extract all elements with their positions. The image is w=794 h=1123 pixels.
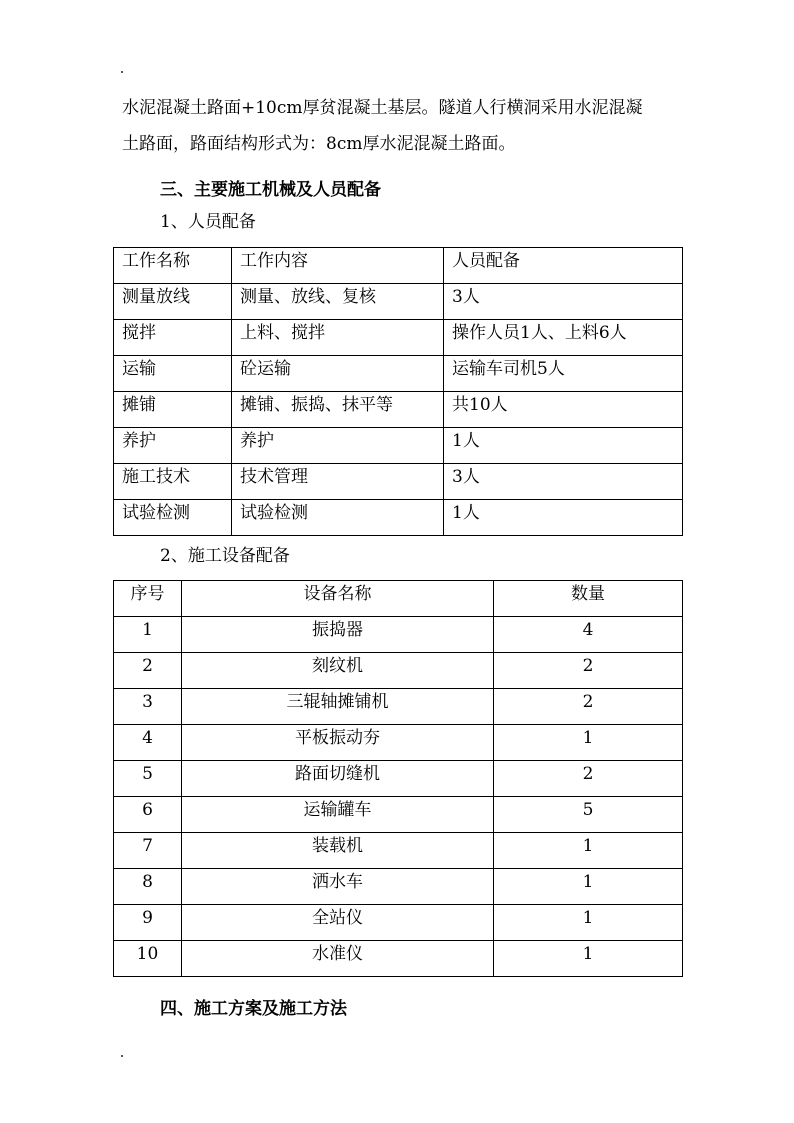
cell-text: 工作名称 [122, 251, 190, 271]
table-cell [114, 500, 232, 536]
table-cell [114, 320, 232, 356]
cell-text: 测量放线 [122, 287, 190, 307]
header-cell [114, 581, 182, 617]
table-cell [114, 617, 182, 653]
table-cell [114, 653, 182, 689]
table-cell [182, 941, 494, 977]
table-cell [232, 320, 444, 356]
cell-text: 摊铺 [122, 395, 156, 415]
cell-text: 施工技术 [122, 467, 190, 487]
table-cell [114, 284, 232, 320]
cell-text: 4 [582, 620, 594, 640]
table-row [114, 464, 683, 500]
table-cell [232, 392, 444, 428]
table-header-row [114, 581, 683, 617]
table-cell [444, 284, 683, 320]
cell-text: 7 [142, 836, 153, 856]
table-cell [182, 761, 494, 797]
cell-text: 刻纹机 [312, 656, 363, 676]
table-row [114, 356, 683, 392]
table-header-row [114, 248, 683, 284]
cell-text: 试验检测 [122, 503, 190, 523]
table-cell [232, 284, 444, 320]
cell-text: 搅拌 [122, 323, 156, 343]
cell-text: 养护 [122, 431, 156, 451]
table-row [114, 725, 683, 761]
table-cell [114, 905, 182, 941]
intro-line-1: 水泥混凝土路面+10cm厚贫混凝土基层。隧道人行横洞采用水泥混凝 [122, 98, 643, 118]
cell-text: 全站仪 [312, 908, 363, 928]
header-cell [232, 248, 444, 284]
cell-text: 测量、放线、复核 [240, 287, 376, 307]
cell-text: 砼运输 [240, 359, 291, 379]
table-row [114, 428, 683, 464]
cell-text: 1 [582, 944, 594, 964]
cell-text: 三辊轴摊铺机 [286, 692, 389, 712]
cell-text: 5 [142, 764, 153, 784]
table-cell [494, 689, 683, 725]
cell-text: 3人 [452, 287, 480, 307]
cell-text: 洒水车 [312, 872, 363, 892]
staff-table [113, 247, 683, 536]
cell-text: 人员配备 [452, 251, 520, 271]
table-cell [494, 833, 683, 869]
table-row [114, 941, 683, 977]
table-row [114, 617, 683, 653]
table-cell [182, 797, 494, 833]
cell-text: 6 [142, 800, 153, 820]
table-cell [182, 869, 494, 905]
header-cell [444, 248, 683, 284]
table-cell [444, 464, 683, 500]
table-cell [494, 905, 683, 941]
header-cell [182, 581, 494, 617]
cell-text: 工作内容 [240, 251, 308, 271]
table-row [114, 689, 683, 725]
table-cell [494, 617, 683, 653]
cell-text: 1 [582, 836, 594, 856]
cell-text: 运输 [122, 359, 156, 379]
cell-text: 9 [142, 908, 153, 928]
cell-text: 运输罐车 [303, 800, 372, 820]
table-cell [114, 725, 182, 761]
cell-text: 2 [582, 656, 594, 676]
table-cell [444, 356, 683, 392]
cell-text: 4 [142, 728, 153, 748]
table-cell [114, 356, 232, 392]
table-row [114, 284, 683, 320]
table-cell [444, 392, 683, 428]
cell-text: 3 [142, 692, 153, 712]
cell-text: 养护 [240, 431, 274, 451]
cell-text: 10 [136, 944, 159, 964]
table-cell [114, 941, 182, 977]
cell-text: 2 [582, 692, 594, 712]
cell-text: 设备名称 [303, 584, 372, 604]
cell-text: 1 [582, 872, 594, 892]
cell-text: 1 [582, 728, 594, 748]
table-cell [232, 356, 444, 392]
cell-text: 8 [142, 872, 153, 892]
cell-text: 水准仪 [312, 944, 363, 964]
section-4-title: 四、施工方案及施工方法 [160, 999, 347, 1019]
cell-text: 平板振动夯 [295, 728, 380, 748]
table-cell [182, 833, 494, 869]
table-row [114, 761, 683, 797]
cell-text: 操作人员1人、上料6人 [452, 323, 627, 343]
cell-text: 运输车司机5人 [452, 359, 565, 379]
table-cell [494, 725, 683, 761]
table-cell [232, 428, 444, 464]
table-cell [114, 761, 182, 797]
section-3-title: 三、主要施工机械及人员配备 [160, 180, 381, 200]
table-cell [182, 653, 494, 689]
table-row [114, 500, 683, 536]
cell-text: 3人 [452, 467, 480, 487]
cell-text: 振捣器 [312, 620, 363, 640]
cell-text: 1人 [452, 431, 480, 451]
table-cell [232, 500, 444, 536]
table-cell [114, 428, 232, 464]
cell-text: 5 [582, 800, 594, 820]
header-cell [114, 248, 232, 284]
table-cell [182, 689, 494, 725]
subsection-staff-title: 1、人员配备 [160, 212, 256, 232]
table-row [114, 320, 683, 356]
table-cell [494, 869, 683, 905]
cell-text: 技术管理 [240, 467, 308, 487]
table-row [114, 392, 683, 428]
table-row [114, 653, 683, 689]
table-row [114, 797, 683, 833]
table-cell [114, 797, 182, 833]
table-cell [114, 869, 182, 905]
table-cell [494, 941, 683, 977]
cell-text: 2 [142, 656, 153, 676]
table-cell [444, 320, 683, 356]
intro-line-2: 土路面，路面结构形式为：8cm厚水泥混凝土路面。 [122, 134, 516, 154]
table-cell [114, 392, 232, 428]
corner-mark-bottom [121, 1055, 123, 1057]
table-cell [114, 833, 182, 869]
cell-text: 共10人 [452, 395, 508, 415]
table-cell [444, 428, 683, 464]
cell-text: 1人 [452, 503, 480, 523]
equipment-table [113, 580, 683, 977]
table-cell [444, 500, 683, 536]
cell-text: 数量 [571, 584, 605, 604]
cell-text: 装载机 [312, 836, 363, 856]
cell-text: 1 [142, 620, 153, 640]
table-cell [494, 797, 683, 833]
table-cell [182, 617, 494, 653]
table-row [114, 905, 683, 941]
cell-text: 路面切缝机 [295, 764, 380, 784]
table-row [114, 869, 683, 905]
table-cell [232, 464, 444, 500]
cell-text: 试验检测 [240, 503, 308, 523]
subsection-equipment-title: 2、施工设备配备 [160, 546, 290, 566]
table-cell [494, 761, 683, 797]
table-cell [494, 653, 683, 689]
table-cell [182, 725, 494, 761]
table-cell [114, 464, 232, 500]
cell-text: 上料、搅拌 [240, 323, 325, 343]
table-cell [182, 905, 494, 941]
table-row [114, 833, 683, 869]
header-cell [494, 581, 683, 617]
cell-text: 2 [582, 764, 594, 784]
corner-mark-top [121, 71, 123, 73]
cell-text: 序号 [130, 584, 165, 604]
table-cell [114, 689, 182, 725]
cell-text: 摊铺、振捣、抹平等 [240, 395, 393, 415]
cell-text: 1 [582, 908, 594, 928]
